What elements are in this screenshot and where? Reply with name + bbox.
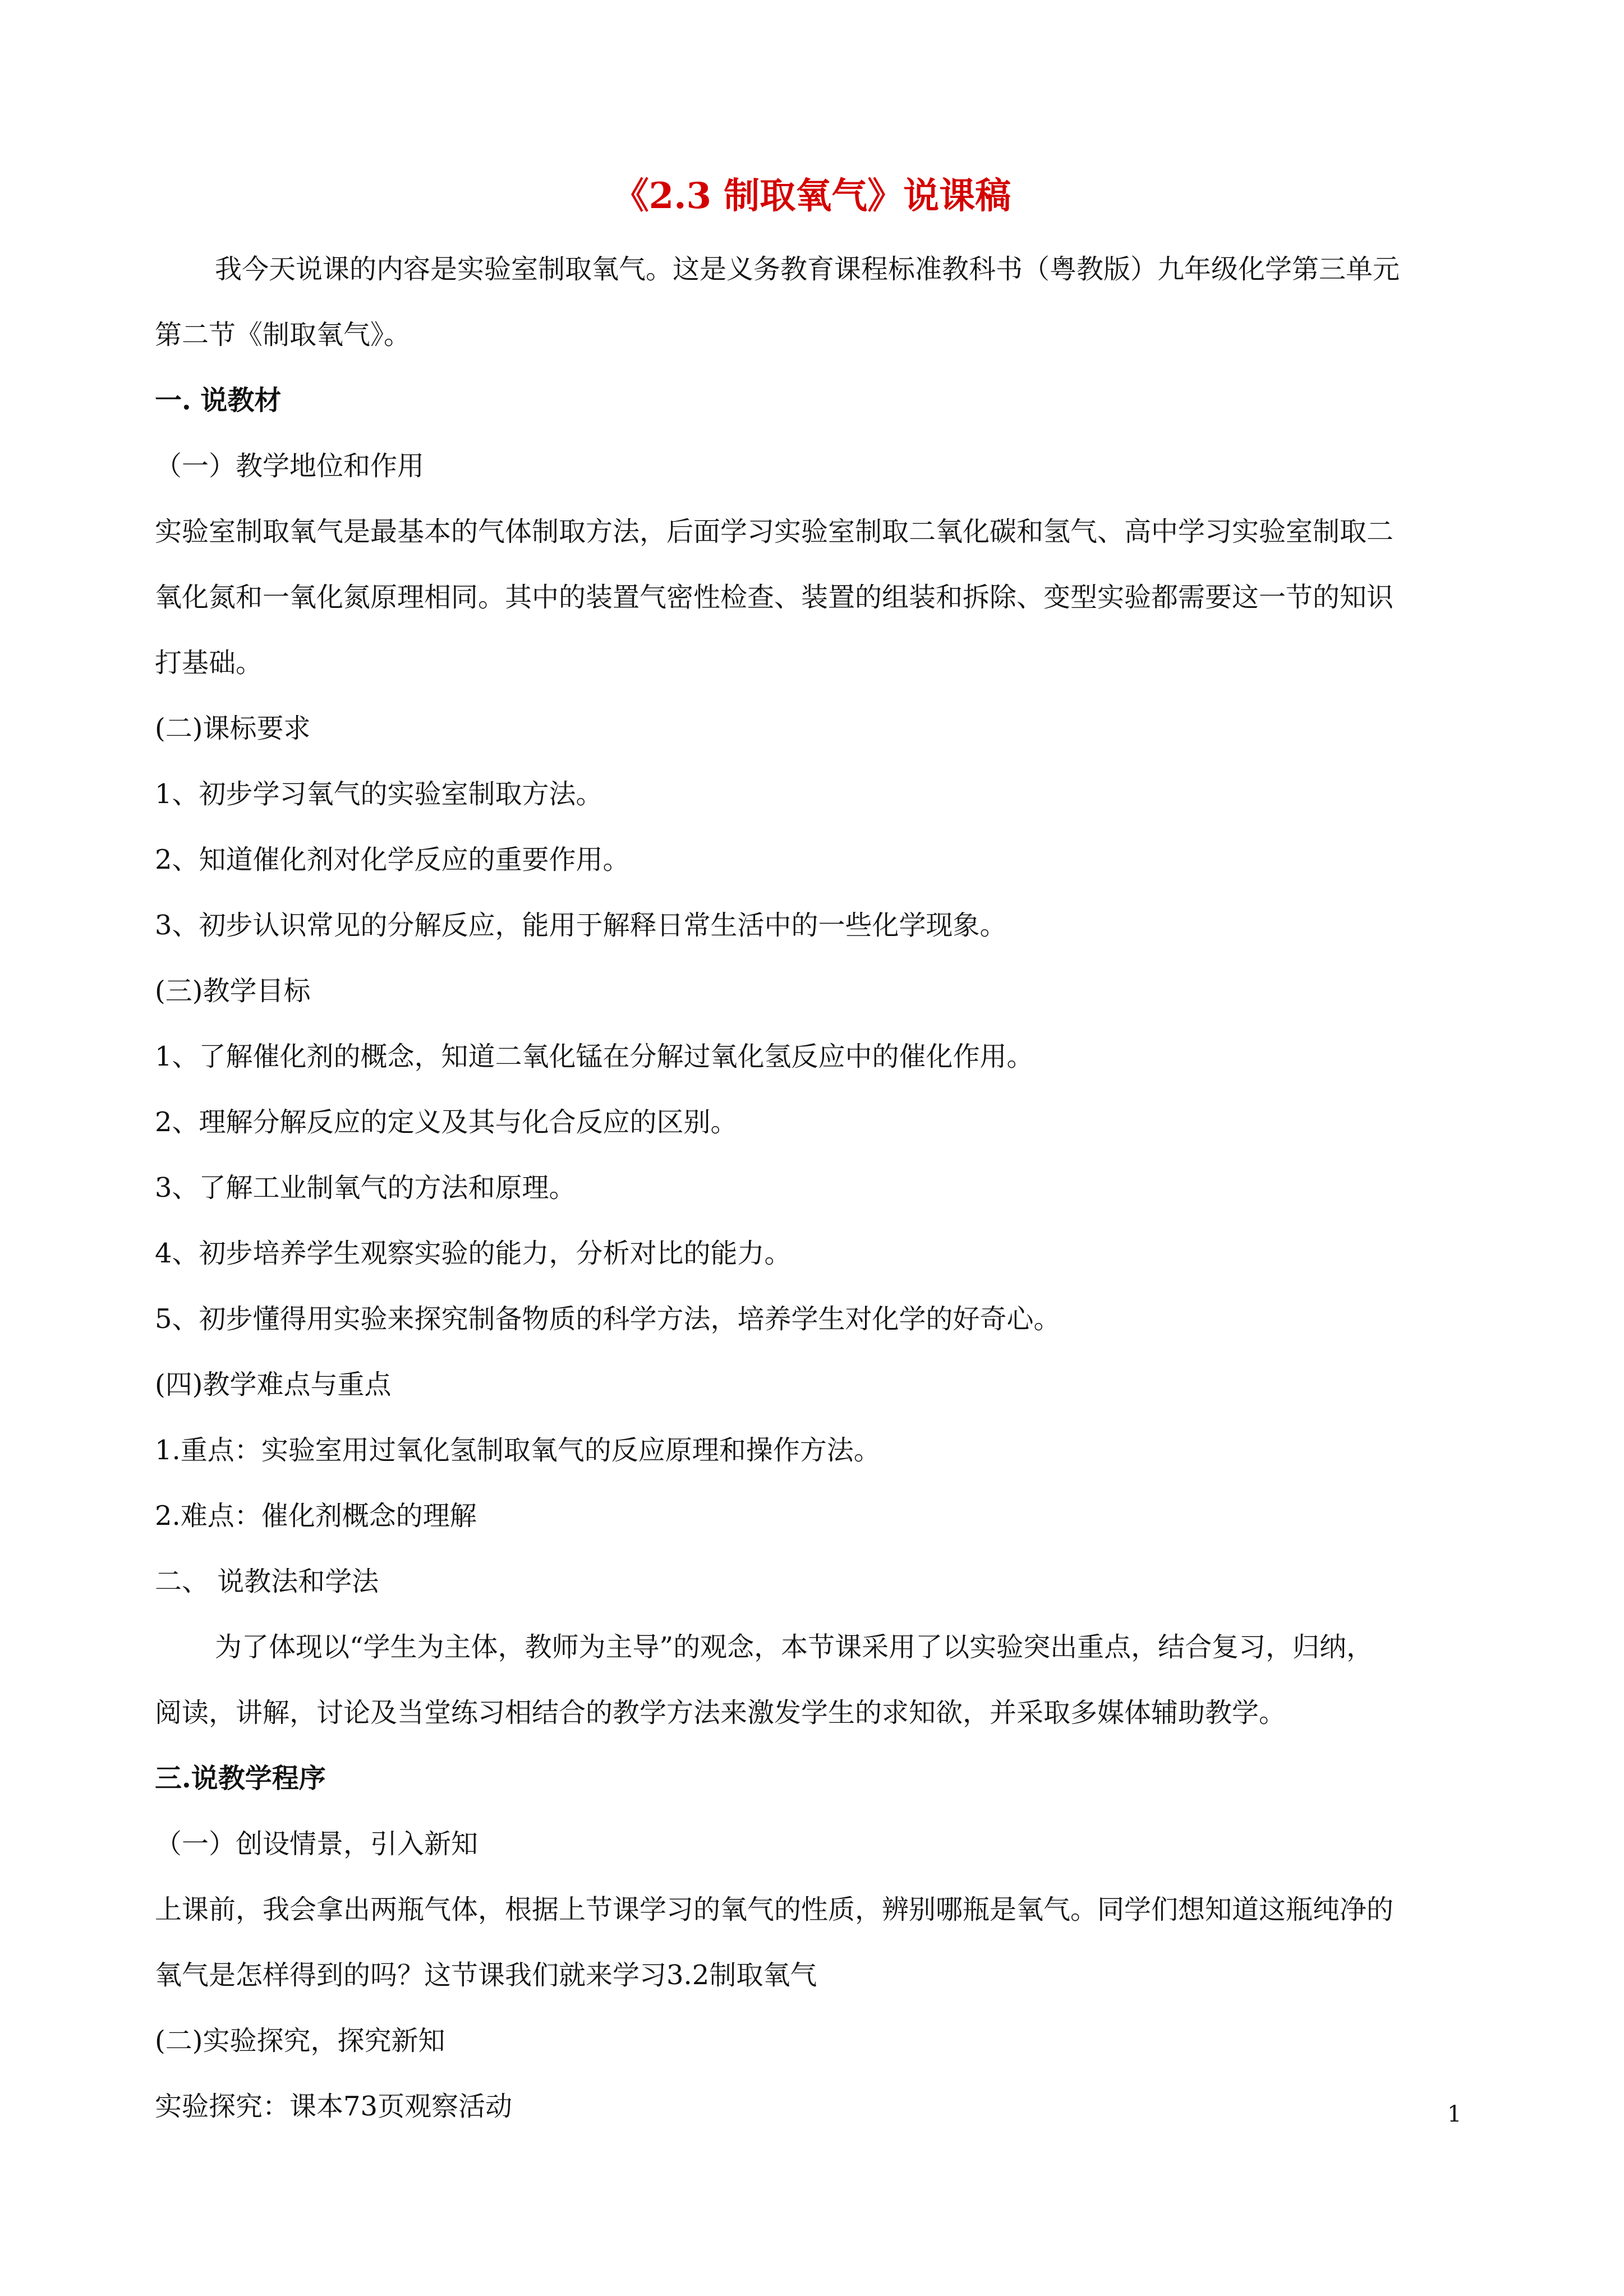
paragraph-line: 阅读，讲解，讨论及当堂练习相结合的教学方法来激发学生的求知欲，并采取多媒体辅助教学。 bbox=[155, 1697, 1286, 1728]
subsection-heading: (二)实验探究，探究新知 bbox=[155, 2025, 445, 2057]
list-item: 3、了解工业制氧气的方法和原理。 bbox=[155, 1172, 576, 1204]
list-item: 5、初步懂得用实验来探究制备物质的科学方法，培养学生对化学的好奇心。 bbox=[155, 1303, 1061, 1335]
section-heading: 一. 说教材 bbox=[155, 385, 282, 416]
paragraph-line: 为了体现以“学生为主体，教师为主导”的观念，本节课采用了以实验突出重点，结合复习，归纳， bbox=[215, 1631, 1374, 1663]
subsection-heading: （一）创设情景，引入新知 bbox=[155, 1828, 479, 1860]
paragraph-line: 第二节《制取氧气》。 bbox=[155, 319, 411, 351]
section-heading: 三.说教学程序 bbox=[155, 1763, 326, 1794]
list-item: 2.难点：催化剂概念的理解 bbox=[155, 1500, 477, 1532]
list-item: 1.重点：实验室用过氧化氢制取氧气的反应原理和操作方法。 bbox=[155, 1435, 881, 1466]
subsection-heading: （一）教学地位和作用 bbox=[155, 450, 425, 482]
paragraph-line: 实验探究：课本73页观察活动 bbox=[155, 2091, 513, 2122]
section-heading: 二、 说教法和学法 bbox=[155, 1566, 379, 1597]
list-item: 2、知道催化剂对化学反应的重要作用。 bbox=[155, 844, 630, 875]
paragraph-line: 我今天说课的内容是实验室制取氧气。这是义务教育课程标准教科书（粤教版）九年级化学第三单元 bbox=[215, 253, 1400, 285]
list-item: 3、初步认识常见的分解反应，能用于解释日常生活中的一些化学现象。 bbox=[155, 910, 1007, 941]
paragraph-line: 实验室制取氧气是最基本的气体制取方法，后面学习实验室制取二氧化碳和氢气、高中学习实验室制取二 bbox=[155, 516, 1394, 547]
list-item: 1、初步学习氧气的实验室制取方法。 bbox=[155, 778, 603, 810]
document-title: 《2.3 制取氧气》说课稿 bbox=[613, 175, 1011, 217]
paragraph-line: 打基础。 bbox=[155, 647, 263, 679]
subsection-heading: (四)教学难点与重点 bbox=[155, 1369, 392, 1400]
list-item: 4、初步培养学生观察实验的能力，分析对比的能力。 bbox=[155, 1238, 792, 1269]
subsection-heading: (三)教学目标 bbox=[155, 975, 311, 1007]
list-item: 1、了解催化剂的概念，知道二氧化锰在分解过氧化氢反应中的催化作用。 bbox=[155, 1041, 1034, 1072]
subsection-heading: (二)课标要求 bbox=[155, 713, 311, 744]
page-number: 1 bbox=[1447, 2101, 1462, 2127]
list-item: 2、理解分解反应的定义及其与化合反应的区别。 bbox=[155, 1106, 738, 1138]
paragraph-line: 氧化氮和一氧化氮原理相同。其中的装置气密性检查、装置的组装和拆除、变型实验都需要这一节的知识 bbox=[155, 582, 1394, 613]
paragraph-line: 氧气是怎样得到的吗？这节课我们就来学习3.2制取氧气 bbox=[155, 1960, 817, 1991]
paragraph-line: 上课前，我会拿出两瓶气体，根据上节课学习的氧气的性质，辨别哪瓶是氧气。同学们想知道这瓶纯净的 bbox=[155, 1894, 1394, 1925]
